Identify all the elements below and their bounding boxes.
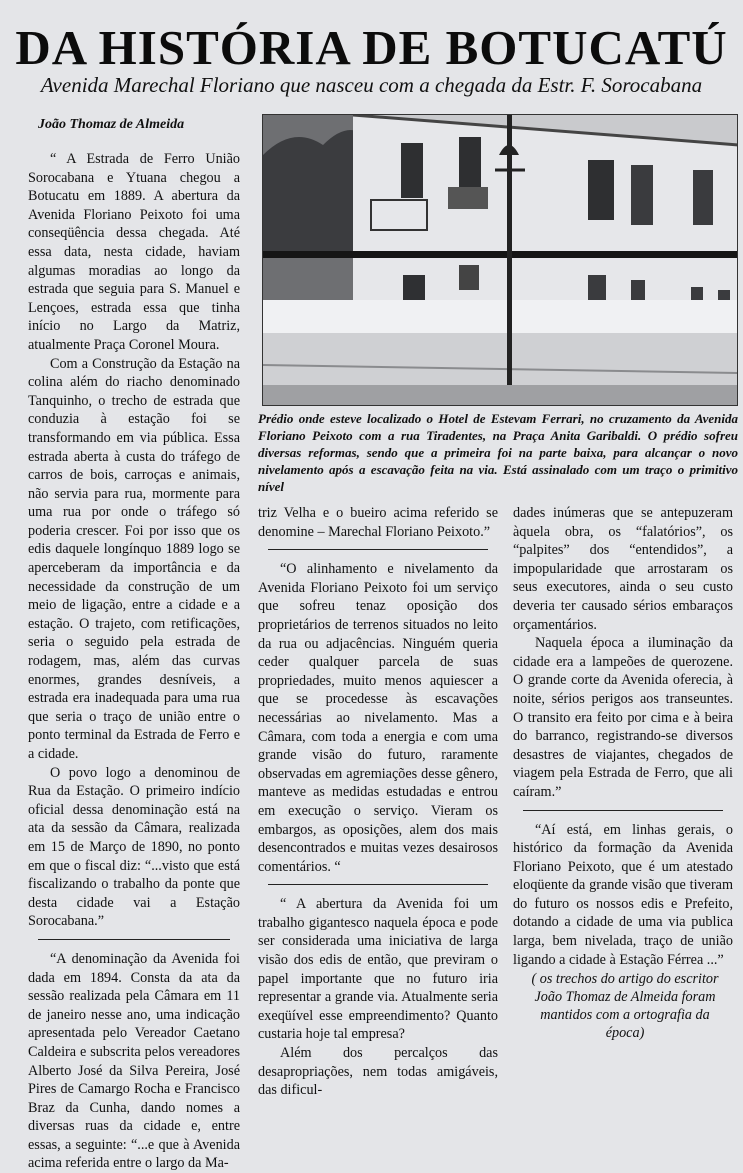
paragraph: dades inúmeras que se antepuzeram àquela obra, os “falatórios”, os “palpites” dos “entendidos”, a impopularidade que arrostaram os seus executores, ainda o seu custo deveria ter causado sérios embaraços orçamentários. [513, 505, 733, 633]
paragraph: Naquela época a iluminação da cidade era a lampeões de querozene. O grande corte da Avenida oferecia, à noite, sérios perigos aos transeuntes. O transito era feito por cima e à beira do barranco, registrando-se diversos desastres de viajantes, chegados de viagem pela Estrada de Ferro, que ali caíram.” [513, 635, 733, 800]
column-2 [258, 504, 498, 1100]
paragraph: O povo logo a denominou de Rua da Estação. O primeiro indício oficial dessa denominação está na ata da sessão da Câmara, realizada em 15 de Março de 1890, no ponto em que o fiscal diz: “...visto que está fiscalizando o trabalho da ponte que desta cidade vai a Estação Sorocabana.” [28, 764, 240, 930]
historic-building-photo [262, 114, 738, 406]
page-subtitle: Avenida Marechal Floriano que nasceu com a chegada da Estr. F. Sorocabana [40, 73, 703, 97]
column-1 [28, 150, 240, 1173]
paragraph: “Aí está, em linhas gerais, o histórico da formação da Avenida Floriano Peixoto, que é um atestado eloqüente da grande visão que tiveram do futuro os nossos edis e Prefeito, dotando a cidade de uma via publica larga, bem nivelada, traço de união ligando a cidade à Estação Férrea ...” [513, 821, 733, 968]
paragraph: “A denominação da Avenida foi dada em 1894. Consta da ata da sessão realizada pela Câmara em 11 de janeiro nesse ano, uma indicação apresentada pelo Vereador Caetano Caldeira e subscrita pelos vereadores Alberto José da Silva Pereira, José Pires de Camargo Rocha e Francisco Braz da Cunha, dando nomes a diversas ruas da cidade e, entre essas, a seguinte: “...e que à Avenida acima referida entre o largo da Ma- [28, 950, 240, 1172]
photo-caption: Prédio onde esteve localizado o Hotel de Estevam Ferrari, no cruzamento da Avenida Floriano Peixoto com a rua Tiradentes, na Praça Anita Garibaldi. O prédio sofreu diversas reformas, sendo que a primeira foi na parte baixa, para alcançar o novo nivelamento após a escavação feita na via. Está assinalado com um traço o primitivo nível [258, 411, 738, 494]
column-3 [513, 504, 733, 969]
paragraph: “ A Estrada de Ferro União Sorocabana e Ytuana chegou a Botucatu em 1889. A abertura da Avenida Floriano Peixoto foi uma conseqüência dessa chegada. Até essa data, nesta cidade, haviam algumas moradias ao longo da estrada que seguia para S. Manuel e Lençoes, estrada essa que tinha início no Largo da Matriz, atualmente Praça Coronel Moura. [28, 151, 240, 353]
divider [268, 549, 488, 550]
paragraph: “ A abertura da Avenida foi um trabalho gigantesco naquela época e pode ser considerada uma iniciativa de larga visão dos edis de então, que previram o papel importante que no futuro iria representar a grande via. Atualmente seria exeqüível esse empreendimento? Quanto custaria hoje tal empresa? [258, 896, 498, 1043]
page-title: DA HISTÓRIA DE BOTUCATÚ [15, 20, 728, 75]
paragraph: triz Velha e o bueiro acima referido se denomine – Marechal Floriano Peixoto.” [258, 505, 498, 540]
source-credit-note: ( os trechos do artigo do escritor João Thomaz de Almeida foram mantidos com a ortografia da época) [531, 971, 719, 1041]
divider [268, 884, 488, 885]
paragraph: Com a Construção da Estação na colina além do riacho denominado Tanquinho, o trecho de estrada que conduzia à estação foi se transformando em via pública. Essa estrada aberta à custa do tráfego de carros de bois, carroças e animais, não servia para rua, mormente para uma rua por onde o tráfego só poderia crescer. Foi por isso que os edis daquele longínquo 1889 logo se aperceberam da importância e da necessidade da construção de um meio de ligação, entre a cidade e a estação. O trajeto, com retificações, seria o seguido pela estrada de rodagem, mas, além das curvas enormes, grandes desníveis, a estrada era inadequada para uma rua que seria o traço de união entre o ponto terminal da Estrada de Ferro e a cidade. [28, 355, 240, 762]
author-byline: João Thomaz de Almeida [38, 117, 185, 132]
divider [523, 810, 723, 811]
paragraph: Além dos percalços das desapropriações, nem todas amigáveis, das dificul- [258, 1045, 498, 1099]
divider [38, 939, 230, 940]
paragraph: “O alinhamento e nivelamento da Avenida Floriano Peixoto foi um serviço que sofreu tenaz oposição dos proprietários de terrenos situados no leito da rua ou adjacências. Ninguém queria ceder qualquer parcela de suas propriedades, muito menos aquiescer a que se procedesse às escavações necessárias ao nivelamento. Mas a Câmara, com toda a energia e com uma grande visão do futuro, raramente observadas em agremiações desse gênero, manteve as medidas estudadas e entrou em execução o serviço. Vieram os embargos, as oposições, alem dos mais desencontrados e muitas vezes desairosos comentários. “ [258, 561, 498, 875]
